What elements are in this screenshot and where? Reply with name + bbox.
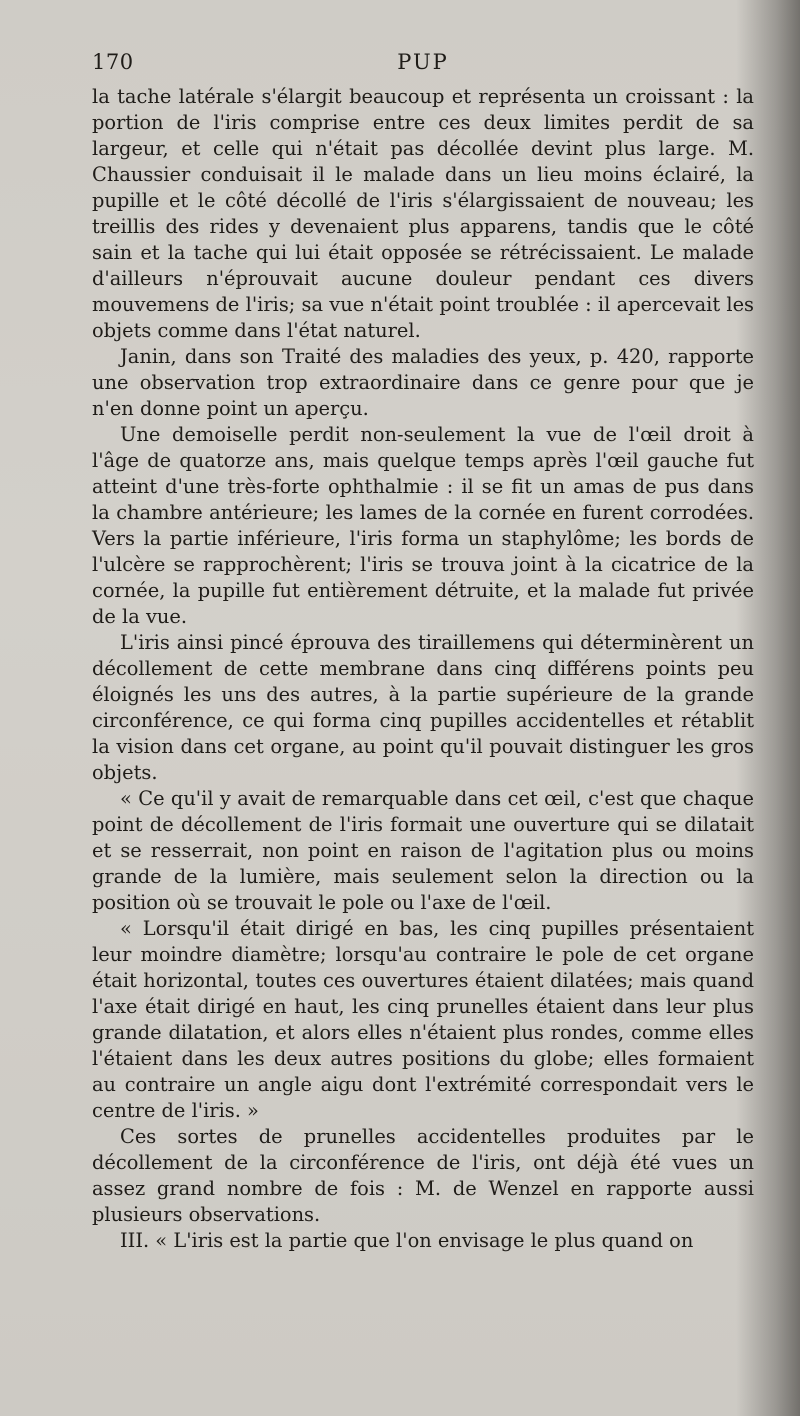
- paragraph-iris-pince: L'iris ainsi pincé éprouva des tiraillemens qui déterminèrent un décollement de cette membrane dans cinq différens points peu éloignés les uns des autres, à la partie supérieure de la grande circonférence, ce qui forma cinq pupilles accidentelles et rétablit la vision dans cet organe, au point qu'il pouvait distinguer les gros objets.: [92, 631, 754, 784]
- paragraph-continuation: la tache latérale s'élargit beaucoup et représenta un croissant : la portion de l'iris comprise entre ces deux limites perdit de sa largeur, et celle qui n'était pas décollée devint plus large. M. Chaussier conduisait il le malade dans un lieu moins éclairé, la pupille et le côté décollé de l'iris s'élargissaient de nouveau; les treillis des rides y devenaient plus apparens, tandis que le côté sain et la tache qui lui était opposée se rétrécissaient. Le malade d'ailleurs n'éprouvait aucune douleur pendant ces divers mouvemens de l'iris; sa vue n'était point troublée : il apercevait les objets comme dans l'état naturel.: [92, 85, 754, 342]
- paragraph-demoiselle: Une demoiselle perdit non-seulement la vue de l'œil droit à l'âge de quatorze ans, mais quelque temps après l'œil gauche fut atteint d'une très-forte ophthalmie : il se fit un amas de pus dans la chambre antérieure; les lames de la cornée en furent corrodées. Vers la partie inférieure, l'iris forma un staphylôme; les bords de l'ulcère se rapprochèrent; l'iris se trouva joint à la cicatrice de la cornée, la pupille fut entièrement détruite, et la malade fut privée de la vue.: [92, 423, 754, 628]
- paragraph-section-iii: III. « L'iris est la partie que l'on envisage le plus quand on: [120, 1229, 694, 1252]
- body-text: [92, 84, 754, 1254]
- paragraph-janin: Janin, dans son Traité des maladies des yeux, p. 420, rapporte une observation trop extraordinaire dans ce genre pour que je n'en donne point un aperçu.: [92, 345, 754, 420]
- paragraph-prunelles: Ces sortes de prunelles accidentelles produites par le décollement de la circonférence de l'iris, ont déjà été vues un assez grand nombre de fois : M. de Wenzel en rapporte aussi plusieurs observations.: [92, 1125, 754, 1226]
- paragraph-quote-lorsqu: « Lorsqu'il était dirigé en bas, les cinq pupilles présentaient leur moindre diamètre; lorsqu'au contraire le pole de cet organe était horizontal, toutes ces ouvertures étaient dilatées; mais quand l'axe était dirigé en haut, les cinq prunelles étaient dans leur plus grande dilatation, et alors elles n'étaient plus rondes, comme elles l'étaient dans les deux autres positions du globe; elles formaient au contraire un angle aigu dont l'extrémité correspondait vers le centre de l'iris. »: [92, 917, 754, 1122]
- paragraph-quote-remarquable: « Ce qu'il y avait de remarquable dans cet œil, c'est que chaque point de décollement de l'iris formait une ouverture qui se dilatait et se resserrait, non point en raison de l'agitation plus ou moins grande de la lumière, mais seulement selon la direction ou la position où se trouvait le pole ou l'axe de l'œil.: [92, 787, 754, 914]
- running-head: PUP: [397, 50, 449, 74]
- page-number: 170: [92, 50, 134, 74]
- page-header: [92, 50, 754, 80]
